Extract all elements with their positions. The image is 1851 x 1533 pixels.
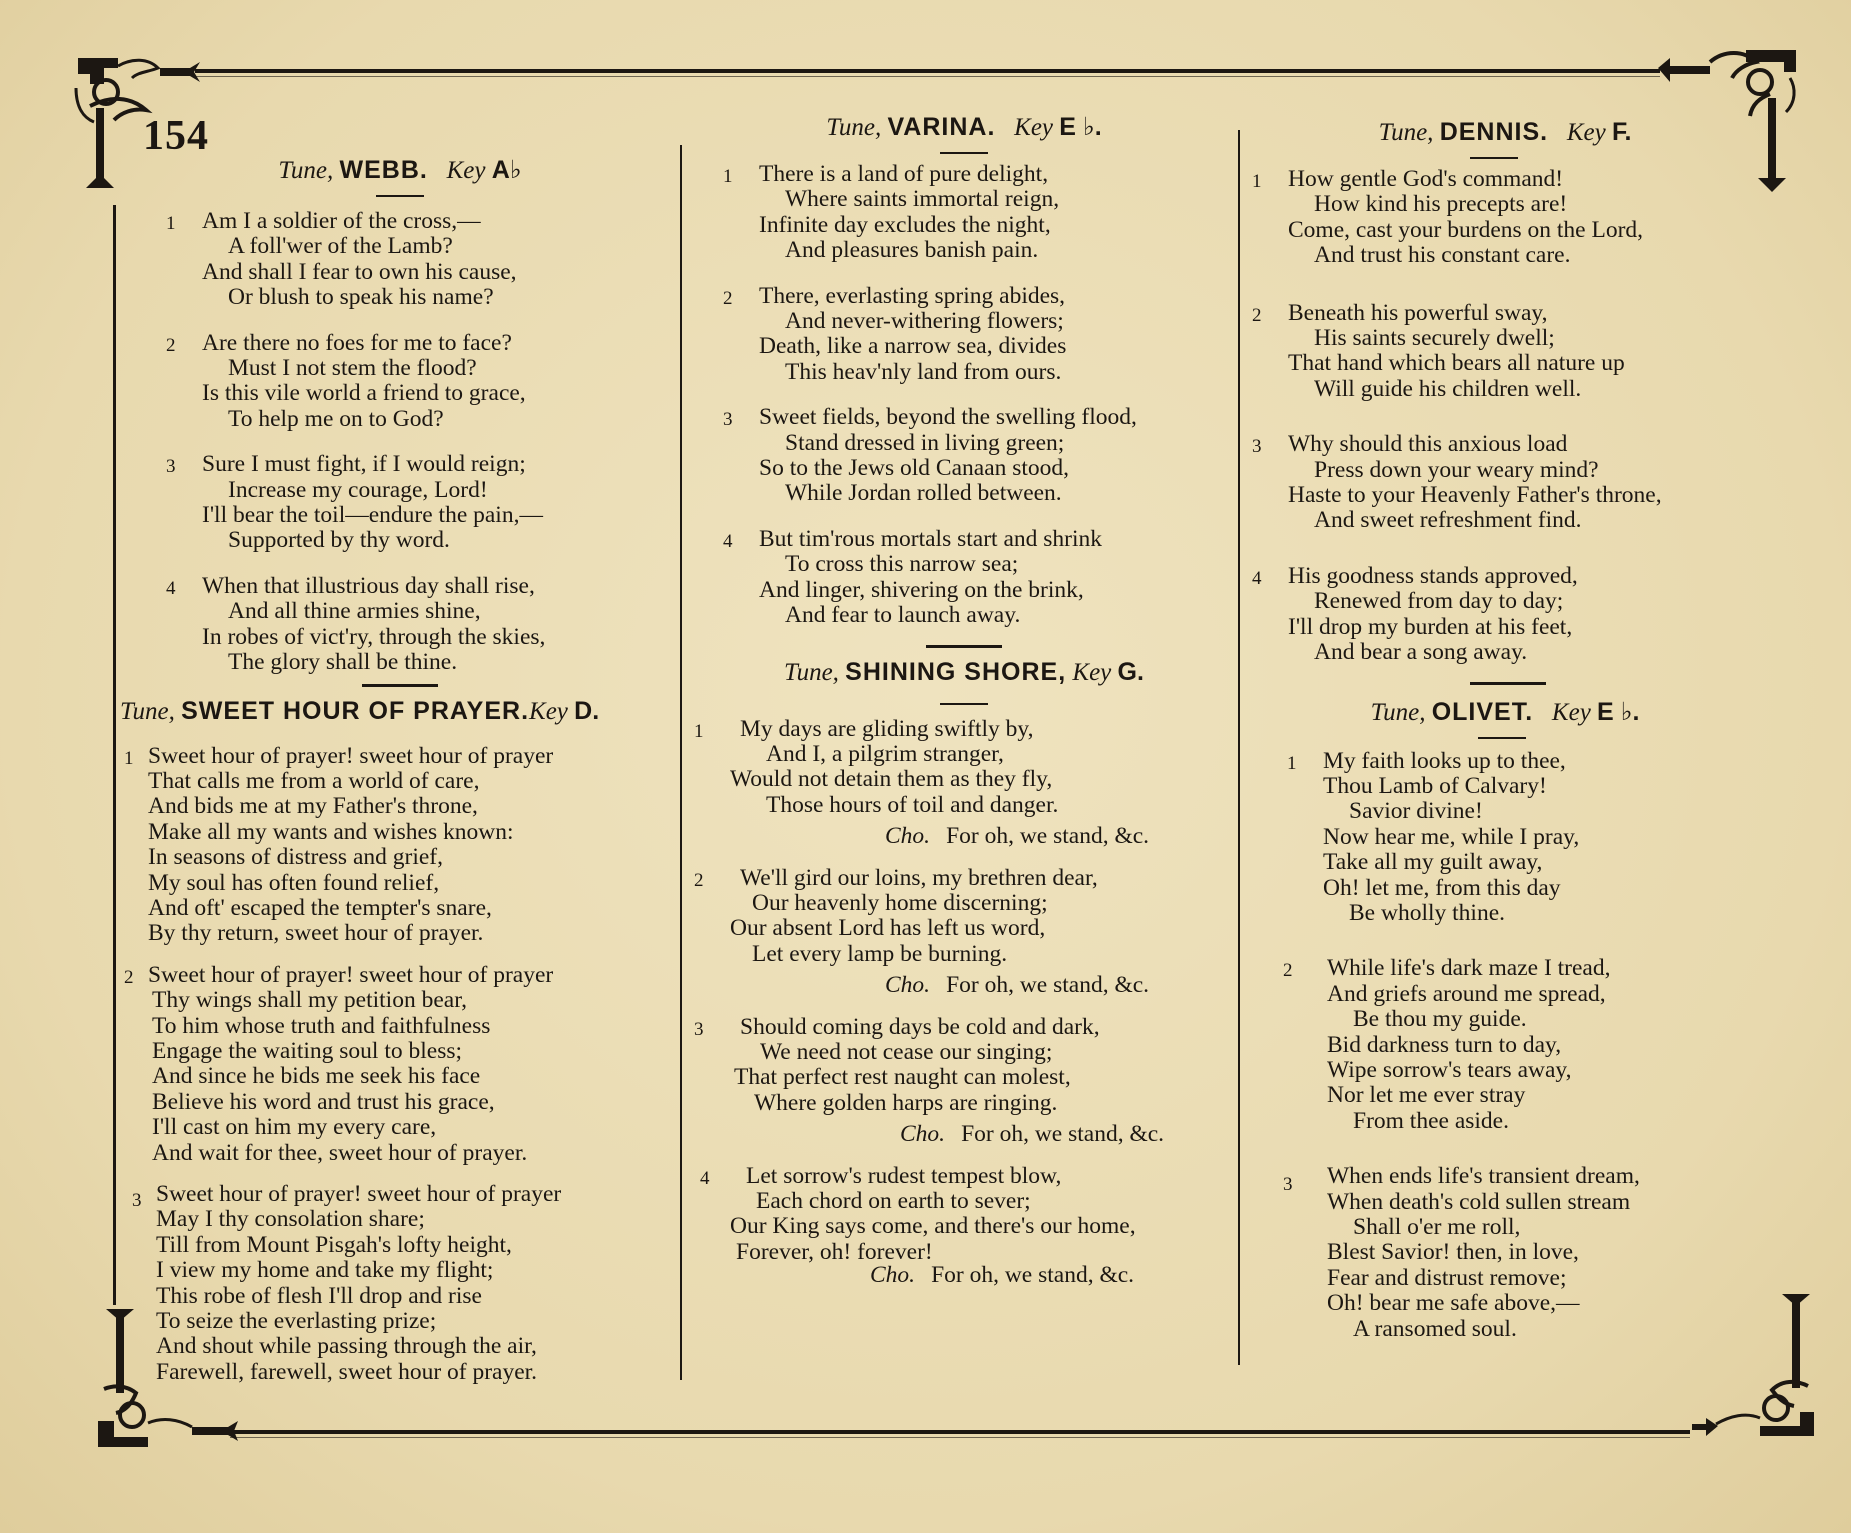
verse: 2 Sweet hour of prayer! sweet hour of prayer Thy wings shall my petition bear, To him whose truth and faithfulness Engage the waiting soul to bless; And since he bids me seek his face Believe his word and trust his grace, I'll cast on him my every care, And wait for thee, sweet hour of prayer. xyxy=(124,961,554,1166)
verse: 4 When that illustrious day shall rise, And all thine armies shine, In robes of vict'ry, through the skies, The glory shall be thine. xyxy=(166,572,546,676)
heading-dash xyxy=(940,703,988,705)
column-2 xyxy=(690,112,1238,1309)
top-rule xyxy=(195,69,1660,73)
verse: 2 While life's dark maze I tread, And griefs around me spread, Be thou my guide. Bid darkness turn to day, Wipe sorrow's tears away, Nor let me ever stray From thee aside. xyxy=(1283,955,1611,1134)
verse: 2 Beneath his powerful sway, His saints securely dwell; That hand which bears all nature up Will guide his children well. xyxy=(1252,299,1625,402)
chorus-line: Cho. For oh, we stand, &c. xyxy=(885,972,1150,999)
chorus-line: Cho. For oh, we stand, &c. xyxy=(900,1121,1165,1148)
hymn-separator xyxy=(362,684,438,687)
column-divider-1 xyxy=(680,145,682,1380)
tune-heading: Tune, VARINA. Key E ♭. xyxy=(826,113,1102,141)
hymn-separator xyxy=(926,645,1002,648)
verse: 1 My days are gliding swiftly by, And I, a pilgrim stranger, Would not detain them as they fly, Those hours of toil and danger. Cho. For oh, we stand, &c. xyxy=(740,717,1238,850)
verse: 2 Are there no foes for me to face? Must I not stem the flood? Is this vile world a friend to grace, To help me on to God? xyxy=(166,329,526,432)
chorus-line: Cho. For oh, we stand, &c. xyxy=(885,823,1150,850)
heading-dash xyxy=(1470,157,1518,159)
tune-heading: Tune, SHINING SHORE, Key G. xyxy=(784,657,1144,686)
bottom-rule-thin xyxy=(230,1437,1690,1438)
tune-heading: Tune, DENNIS. Key F. xyxy=(1378,118,1632,146)
page-number: 154 xyxy=(143,113,209,159)
heading-dash xyxy=(940,152,988,154)
verse: 1 There is a land of pure delight, Where saints immortal reign, Infinite day excludes the night, And pleasures banish pain. xyxy=(723,161,1060,264)
column-1 xyxy=(120,155,680,1405)
verse: 2 We'll gird our loins, my brethren dear, Our heavenly home discerning; Our absent Lord has left us word, Let every lamp be burning. Cho. For oh, we stand, &c. xyxy=(740,866,1238,999)
hymn-separator xyxy=(1470,682,1546,685)
verse: 4 But tim'rous mortals start and shrink To cross this narrow sea; And linger, shivering on the brink, And fear to launch away. xyxy=(723,525,1102,629)
top-rule-thin xyxy=(195,76,1660,77)
left-border-line xyxy=(113,205,116,1305)
heading-dash xyxy=(1478,737,1526,739)
verse: 3 Sure I must fight, if I would reign; Increase my courage, Lord! I'll bear the toil—endure the pain,— Supported by thy word. xyxy=(166,451,543,554)
tune-heading: Tune, WEBB. Key A♭ xyxy=(278,156,522,184)
verse: 3 Should coming days be cold and dark, We need not cease our singing; That perfect rest naught can molest, Where golden harps are ringing. Cho. For oh, we stand, &c. xyxy=(740,1015,1238,1148)
column-3 xyxy=(1245,118,1785,1362)
tune-heading: Tune, SWEET HOUR OF PRAYER.Key D. xyxy=(120,696,600,725)
verse: 1 Sweet hour of prayer! sweet hour of prayer That calls me from a world of care, And bids me at my Father's throne, Make all my wants and wishes known: In seasons of distress and grief, My soul has often found relief, And oft' escaped the tempter's snare, By thy return, sweet hour of prayer. xyxy=(124,742,554,947)
verse: 3 Sweet hour of prayer! sweet hour of prayer May I thy consolation share; Till from Mount Pisgah's lofty height, I view my home and take my flight; This robe of flesh I'll drop and rise To seize the everlasting prize; And shout while passing through the air, Farewell, farewell, sweet hour of prayer. xyxy=(132,1181,562,1385)
verse: 1 How gentle God's command! How kind his precepts are! Come, cast your burdens on the Lord, And trust his constant care. xyxy=(1252,166,1644,269)
tune-heading: Tune, OLIVET. Key E ♭. xyxy=(1370,697,1640,726)
verse: 3 Why should this anxious load Press down your weary mind? Haste to your Heavenly Father's throne, And sweet refreshment find. xyxy=(1252,431,1662,534)
verse: 2 There, everlasting spring abides, And never-withering flowers; Death, like a narrow sea, divides This heav'nly land from ours. xyxy=(723,282,1067,385)
bottom-rule xyxy=(230,1430,1690,1434)
verse: 1 My faith looks up to thee, Thou Lamb of Calvary! Savior divine! Now hear me, while I pray, Take all my guilt away, Oh! let me, from this day Be wholly thine. xyxy=(1287,747,1580,926)
verse: 4 Let sorrow's rudest tempest blow, Each chord on earth to sever; Our King says come, and there's our home, Forever, oh! forever! Cho. For oh, we stand, &c. xyxy=(740,1164,1238,1289)
heading-dash xyxy=(376,195,424,197)
verse: 4 His goodness stands approved, Renewed from day to day; I'll drop my burden at his feet, And bear a song away. xyxy=(1252,562,1578,666)
chorus-line: Cho. For oh, we stand, &c. xyxy=(870,1262,1135,1289)
verse: 3 When ends life's transient dream, When death's cold sullen stream Shall o'er me roll, Blest Savior! then, in love, Fear and distrust remove; Oh! bear me safe above,— A ransomed soul. xyxy=(1283,1163,1640,1342)
verse: 3 Sweet fields, beyond the swelling flood, Stand dressed in living green; So to the Jews old Canaan stood, While Jordan rolled between. xyxy=(723,404,1137,507)
column-divider-2 xyxy=(1238,130,1240,1365)
verse: 1 Am I a soldier of the cross,— A foll'wer of the Lamb? And shall I fear to own his cause, Or blush to speak his name? xyxy=(166,208,517,311)
